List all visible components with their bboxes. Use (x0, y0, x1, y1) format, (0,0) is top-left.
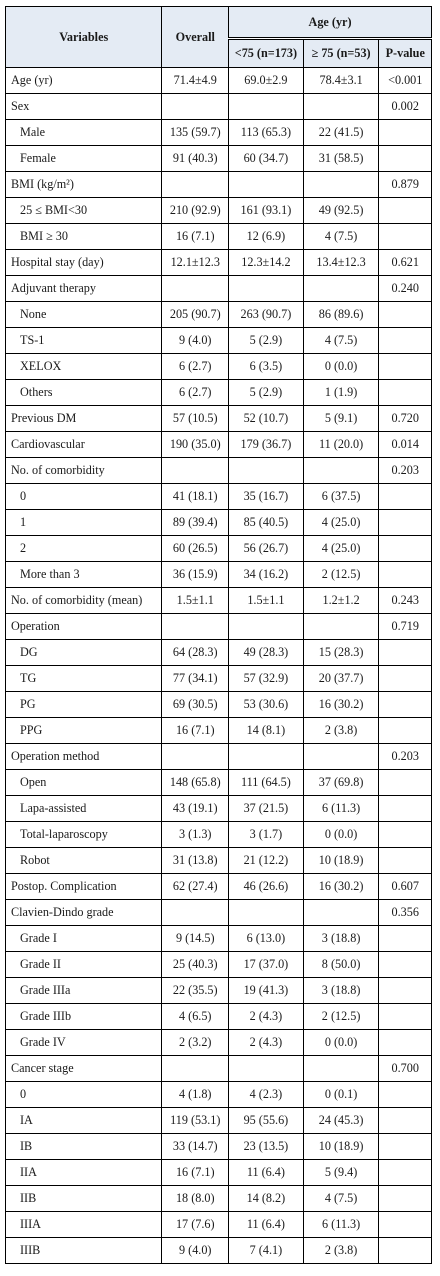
cell-over75: 6 (37.5) (303, 484, 379, 510)
table-row (6, 1134, 432, 1160)
cell-under75: 5 (2.9) (229, 328, 304, 354)
cell-over75: 22 (41.5) (303, 120, 379, 146)
cell-under75: 161 (93.1) (229, 198, 304, 224)
cell-under75: 53 (30.6) (229, 692, 304, 718)
cell-under75: 7 (4.1) (229, 1238, 304, 1264)
cell-under75: 95 (55.6) (229, 1108, 304, 1134)
table-row (6, 380, 432, 406)
row-label: Robot (6, 848, 162, 874)
cell-overall: 12.1±12.3 (162, 250, 229, 276)
cell-under75: 49 (28.3) (229, 640, 304, 666)
cell-overall: 148 (65.8) (162, 770, 229, 796)
cell-overall (162, 1056, 229, 1082)
cell-pvalue (379, 1030, 432, 1056)
cell-over75: 10 (18.9) (303, 1134, 379, 1160)
row-label: Cancer stage (6, 1056, 162, 1082)
cell-over75 (303, 276, 379, 302)
row-label: DG (6, 640, 162, 666)
table-row (6, 302, 432, 328)
cell-overall: 9 (4.0) (162, 1238, 229, 1264)
cell-overall: 36 (15.9) (162, 562, 229, 588)
cell-over75: 78.4±3.1 (303, 68, 379, 94)
table-row (6, 406, 432, 432)
row-label: Age (yr) (6, 68, 162, 94)
cell-overall: 31 (13.8) (162, 848, 229, 874)
cell-pvalue (379, 1160, 432, 1186)
header-overall: Overall (162, 7, 229, 68)
cell-overall: 43 (19.1) (162, 796, 229, 822)
cell-overall: 190 (35.0) (162, 432, 229, 458)
cell-under75 (229, 900, 304, 926)
table-row (6, 718, 432, 744)
cell-pvalue (379, 120, 432, 146)
cell-under75: 1.5±1.1 (229, 588, 304, 614)
cell-overall: 57 (10.5) (162, 406, 229, 432)
table-row (6, 146, 432, 172)
row-label: Adjuvant therapy (6, 276, 162, 302)
cell-under75: 5 (2.9) (229, 380, 304, 406)
cell-overall: 1.5±1.1 (162, 588, 229, 614)
cell-under75: 37 (21.5) (229, 796, 304, 822)
cell-under75: 111 (64.5) (229, 770, 304, 796)
cell-pvalue: 0.243 (379, 588, 432, 614)
cell-pvalue (379, 978, 432, 1004)
cell-pvalue (379, 1238, 432, 1264)
table-row (6, 692, 432, 718)
row-label: 1 (6, 510, 162, 536)
characteristics-table (5, 6, 432, 1264)
table-row (6, 770, 432, 796)
cell-overall: 205 (90.7) (162, 302, 229, 328)
table-row (6, 68, 432, 94)
cell-pvalue (379, 536, 432, 562)
cell-pvalue (379, 640, 432, 666)
cell-under75: 69.0±2.9 (229, 68, 304, 94)
row-label: None (6, 302, 162, 328)
cell-over75: 49 (92.5) (303, 198, 379, 224)
row-label: XELOX (6, 354, 162, 380)
cell-over75 (303, 94, 379, 120)
cell-over75: 1.2±1.2 (303, 588, 379, 614)
cell-over75: 16 (30.2) (303, 692, 379, 718)
cell-pvalue (379, 510, 432, 536)
header-variables: Variables (6, 7, 162, 68)
cell-over75: 4 (25.0) (303, 510, 379, 536)
table-row (6, 874, 432, 900)
cell-pvalue (379, 328, 432, 354)
cell-over75: 10 (18.9) (303, 848, 379, 874)
cell-overall: 4 (1.8) (162, 1082, 229, 1108)
table-row (6, 1030, 432, 1056)
cell-under75 (229, 94, 304, 120)
cell-pvalue (379, 770, 432, 796)
cell-pvalue: 0.014 (379, 432, 432, 458)
cell-pvalue: 0.879 (379, 172, 432, 198)
cell-pvalue: 0.719 (379, 614, 432, 640)
table-row (6, 1108, 432, 1134)
cell-overall (162, 94, 229, 120)
cell-over75: 37 (69.8) (303, 770, 379, 796)
table-row (6, 1056, 432, 1082)
cell-pvalue (379, 848, 432, 874)
table-row (6, 1160, 432, 1186)
row-label: IA (6, 1108, 162, 1134)
row-label: Grade IIIa (6, 978, 162, 1004)
row-label: No. of comorbidity (mean) (6, 588, 162, 614)
cell-overall: 62 (27.4) (162, 874, 229, 900)
cell-over75: 24 (45.3) (303, 1108, 379, 1134)
cell-pvalue (379, 198, 432, 224)
row-label: Grade IV (6, 1030, 162, 1056)
cell-under75: 57 (32.9) (229, 666, 304, 692)
header-pvalue: P-value (379, 39, 432, 68)
table-row (6, 1238, 432, 1264)
cell-pvalue: 0.203 (379, 458, 432, 484)
cell-pvalue (379, 224, 432, 250)
cell-under75: 46 (26.6) (229, 874, 304, 900)
cell-overall: 18 (8.0) (162, 1186, 229, 1212)
cell-under75: 113 (65.3) (229, 120, 304, 146)
row-label: Previous DM (6, 406, 162, 432)
cell-overall: 16 (7.1) (162, 224, 229, 250)
row-label: Operation method (6, 744, 162, 770)
table-row (6, 640, 432, 666)
cell-under75: 2 (4.3) (229, 1004, 304, 1030)
header-over75: ≥ 75 (n=53) (303, 39, 379, 68)
cell-under75: 179 (36.7) (229, 432, 304, 458)
cell-over75: 3 (18.8) (303, 978, 379, 1004)
cell-under75: 35 (16.7) (229, 484, 304, 510)
cell-over75: 16 (30.2) (303, 874, 379, 900)
cell-overall: 6 (2.7) (162, 354, 229, 380)
table-row (6, 198, 432, 224)
cell-over75: 0 (0.0) (303, 822, 379, 848)
cell-under75 (229, 614, 304, 640)
cell-overall: 2 (3.2) (162, 1030, 229, 1056)
cell-overall: 91 (40.3) (162, 146, 229, 172)
cell-overall: 6 (2.7) (162, 380, 229, 406)
table-row (6, 432, 432, 458)
row-label: Open (6, 770, 162, 796)
table-row (6, 224, 432, 250)
table-row (6, 354, 432, 380)
cell-pvalue (379, 1212, 432, 1238)
cell-overall: 25 (40.3) (162, 952, 229, 978)
cell-under75: 11 (6.4) (229, 1212, 304, 1238)
cell-pvalue (379, 484, 432, 510)
row-label: PPG (6, 718, 162, 744)
cell-pvalue (379, 952, 432, 978)
table-row (6, 614, 432, 640)
cell-under75: 52 (10.7) (229, 406, 304, 432)
row-label: BMI ≥ 30 (6, 224, 162, 250)
row-label: IIB (6, 1186, 162, 1212)
cell-over75: 86 (89.6) (303, 302, 379, 328)
cell-pvalue (379, 926, 432, 952)
header-age-group: Age (yr) (229, 7, 432, 39)
table-row (6, 952, 432, 978)
cell-over75: 4 (7.5) (303, 1186, 379, 1212)
table-row (6, 1186, 432, 1212)
table-row (6, 328, 432, 354)
cell-over75: 2 (3.8) (303, 1238, 379, 1264)
cell-under75: 21 (12.2) (229, 848, 304, 874)
table-row (6, 1004, 432, 1030)
cell-overall: 135 (59.7) (162, 120, 229, 146)
cell-pvalue (379, 1108, 432, 1134)
cell-pvalue: 0.720 (379, 406, 432, 432)
table-row (6, 978, 432, 1004)
cell-over75 (303, 458, 379, 484)
row-label: Lapa-assisted (6, 796, 162, 822)
table-row (6, 588, 432, 614)
cell-overall: 71.4±4.9 (162, 68, 229, 94)
cell-under75: 60 (34.7) (229, 146, 304, 172)
row-label: Postop. Complication (6, 874, 162, 900)
table-row (6, 744, 432, 770)
row-label: Total-laparoscopy (6, 822, 162, 848)
table-row (6, 848, 432, 874)
cell-over75: 13.4±12.3 (303, 250, 379, 276)
cell-under75 (229, 458, 304, 484)
cell-pvalue (379, 302, 432, 328)
cell-under75: 263 (90.7) (229, 302, 304, 328)
table-row (6, 510, 432, 536)
cell-pvalue: 0.621 (379, 250, 432, 276)
header-under75: <75 (n=173) (229, 39, 304, 68)
row-label: More than 3 (6, 562, 162, 588)
cell-pvalue: 0.002 (379, 94, 432, 120)
table-row (6, 1082, 432, 1108)
cell-over75: 5 (9.4) (303, 1160, 379, 1186)
cell-over75 (303, 744, 379, 770)
cell-overall: 9 (14.5) (162, 926, 229, 952)
cell-overall: 9 (4.0) (162, 328, 229, 354)
cell-over75: 2 (3.8) (303, 718, 379, 744)
cell-under75: 11 (6.4) (229, 1160, 304, 1186)
row-label: IB (6, 1134, 162, 1160)
table-row (6, 172, 432, 198)
cell-overall (162, 744, 229, 770)
table-row (6, 900, 432, 926)
row-label: No. of comorbidity (6, 458, 162, 484)
cell-overall (162, 614, 229, 640)
cell-over75: 2 (12.5) (303, 562, 379, 588)
cell-pvalue (379, 692, 432, 718)
cell-over75: 0 (0.0) (303, 354, 379, 380)
table-row (6, 536, 432, 562)
cell-overall (162, 172, 229, 198)
row-label: Cardiovascular (6, 432, 162, 458)
cell-under75: 12.3±14.2 (229, 250, 304, 276)
row-label: 0 (6, 1082, 162, 1108)
row-label: IIIA (6, 1212, 162, 1238)
cell-over75: 0 (0.0) (303, 1030, 379, 1056)
table-row (6, 796, 432, 822)
table-row (6, 94, 432, 120)
cell-pvalue (379, 380, 432, 406)
cell-under75: 19 (41.3) (229, 978, 304, 1004)
row-label: TS-1 (6, 328, 162, 354)
cell-over75: 11 (20.0) (303, 432, 379, 458)
cell-overall: 4 (6.5) (162, 1004, 229, 1030)
cell-over75 (303, 172, 379, 198)
cell-under75 (229, 1056, 304, 1082)
cell-under75: 23 (13.5) (229, 1134, 304, 1160)
table-body (6, 68, 432, 1264)
cell-pvalue: 0.700 (379, 1056, 432, 1082)
cell-overall: 119 (53.1) (162, 1108, 229, 1134)
cell-overall: 60 (26.5) (162, 536, 229, 562)
table-row (6, 1212, 432, 1238)
cell-under75: 6 (3.5) (229, 354, 304, 380)
cell-pvalue (379, 1134, 432, 1160)
cell-over75: 2 (12.5) (303, 1004, 379, 1030)
cell-over75: 31 (58.5) (303, 146, 379, 172)
table-row (6, 120, 432, 146)
cell-overall: 22 (35.5) (162, 978, 229, 1004)
row-label: 2 (6, 536, 162, 562)
row-label: Clavien-Dindo grade (6, 900, 162, 926)
table-row (6, 458, 432, 484)
cell-over75 (303, 614, 379, 640)
cell-over75: 6 (11.3) (303, 796, 379, 822)
cell-over75: 4 (7.5) (303, 328, 379, 354)
cell-under75 (229, 172, 304, 198)
cell-overall: 41 (18.1) (162, 484, 229, 510)
cell-under75: 17 (37.0) (229, 952, 304, 978)
row-label: 0 (6, 484, 162, 510)
cell-over75: 3 (18.8) (303, 926, 379, 952)
cell-over75: 1 (1.9) (303, 380, 379, 406)
cell-pvalue (379, 1004, 432, 1030)
table-row (6, 666, 432, 692)
cell-under75: 85 (40.5) (229, 510, 304, 536)
cell-pvalue: 0.203 (379, 744, 432, 770)
cell-under75: 12 (6.9) (229, 224, 304, 250)
cell-over75 (303, 1056, 379, 1082)
cell-over75: 6 (11.3) (303, 1212, 379, 1238)
cell-overall: 3 (1.3) (162, 822, 229, 848)
row-label: Grade I (6, 926, 162, 952)
table-row (6, 562, 432, 588)
cell-overall: 17 (7.6) (162, 1212, 229, 1238)
cell-under75: 2 (4.3) (229, 1030, 304, 1056)
cell-pvalue (379, 146, 432, 172)
table-row (6, 250, 432, 276)
cell-overall: 16 (7.1) (162, 718, 229, 744)
row-label: IIA (6, 1160, 162, 1186)
cell-under75: 4 (2.3) (229, 1082, 304, 1108)
cell-overall: 64 (28.3) (162, 640, 229, 666)
cell-overall: 33 (14.7) (162, 1134, 229, 1160)
cell-over75: 5 (9.1) (303, 406, 379, 432)
cell-pvalue: <0.001 (379, 68, 432, 94)
cell-pvalue: 0.356 (379, 900, 432, 926)
row-label: 25 ≤ BMI<30 (6, 198, 162, 224)
cell-overall: 89 (39.4) (162, 510, 229, 536)
cell-under75 (229, 276, 304, 302)
cell-under75: 56 (26.7) (229, 536, 304, 562)
cell-overall (162, 276, 229, 302)
cell-pvalue (379, 1186, 432, 1212)
cell-pvalue: 0.240 (379, 276, 432, 302)
cell-under75: 34 (16.2) (229, 562, 304, 588)
table-row (6, 484, 432, 510)
cell-pvalue: 0.607 (379, 874, 432, 900)
row-label: Hospital stay (day) (6, 250, 162, 276)
row-label: PG (6, 692, 162, 718)
cell-under75 (229, 744, 304, 770)
cell-under75: 14 (8.2) (229, 1186, 304, 1212)
table-row (6, 276, 432, 302)
cell-pvalue (379, 562, 432, 588)
cell-under75: 3 (1.7) (229, 822, 304, 848)
cell-over75: 4 (25.0) (303, 536, 379, 562)
cell-pvalue (379, 354, 432, 380)
row-label: BMI (kg/m²) (6, 172, 162, 198)
cell-over75: 4 (7.5) (303, 224, 379, 250)
cell-overall: 210 (92.9) (162, 198, 229, 224)
row-label: Female (6, 146, 162, 172)
cell-over75 (303, 900, 379, 926)
row-label: Others (6, 380, 162, 406)
row-label: Grade IIIb (6, 1004, 162, 1030)
cell-overall: 16 (7.1) (162, 1160, 229, 1186)
cell-under75: 14 (8.1) (229, 718, 304, 744)
cell-under75: 6 (13.0) (229, 926, 304, 952)
row-label: Male (6, 120, 162, 146)
cell-over75: 0 (0.1) (303, 1082, 379, 1108)
cell-overall: 77 (34.1) (162, 666, 229, 692)
cell-pvalue (379, 718, 432, 744)
cell-overall (162, 900, 229, 926)
cell-pvalue (379, 1082, 432, 1108)
row-label: Operation (6, 614, 162, 640)
row-label: IIIB (6, 1238, 162, 1264)
row-label: Sex (6, 94, 162, 120)
table-header (6, 7, 432, 68)
cell-overall (162, 458, 229, 484)
cell-pvalue (379, 666, 432, 692)
cell-over75: 20 (37.7) (303, 666, 379, 692)
table-row (6, 926, 432, 952)
cell-overall: 69 (30.5) (162, 692, 229, 718)
table-row (6, 822, 432, 848)
cell-pvalue (379, 822, 432, 848)
row-label: TG (6, 666, 162, 692)
cell-pvalue (379, 796, 432, 822)
cell-over75: 8 (50.0) (303, 952, 379, 978)
cell-over75: 15 (28.3) (303, 640, 379, 666)
row-label: Grade II (6, 952, 162, 978)
